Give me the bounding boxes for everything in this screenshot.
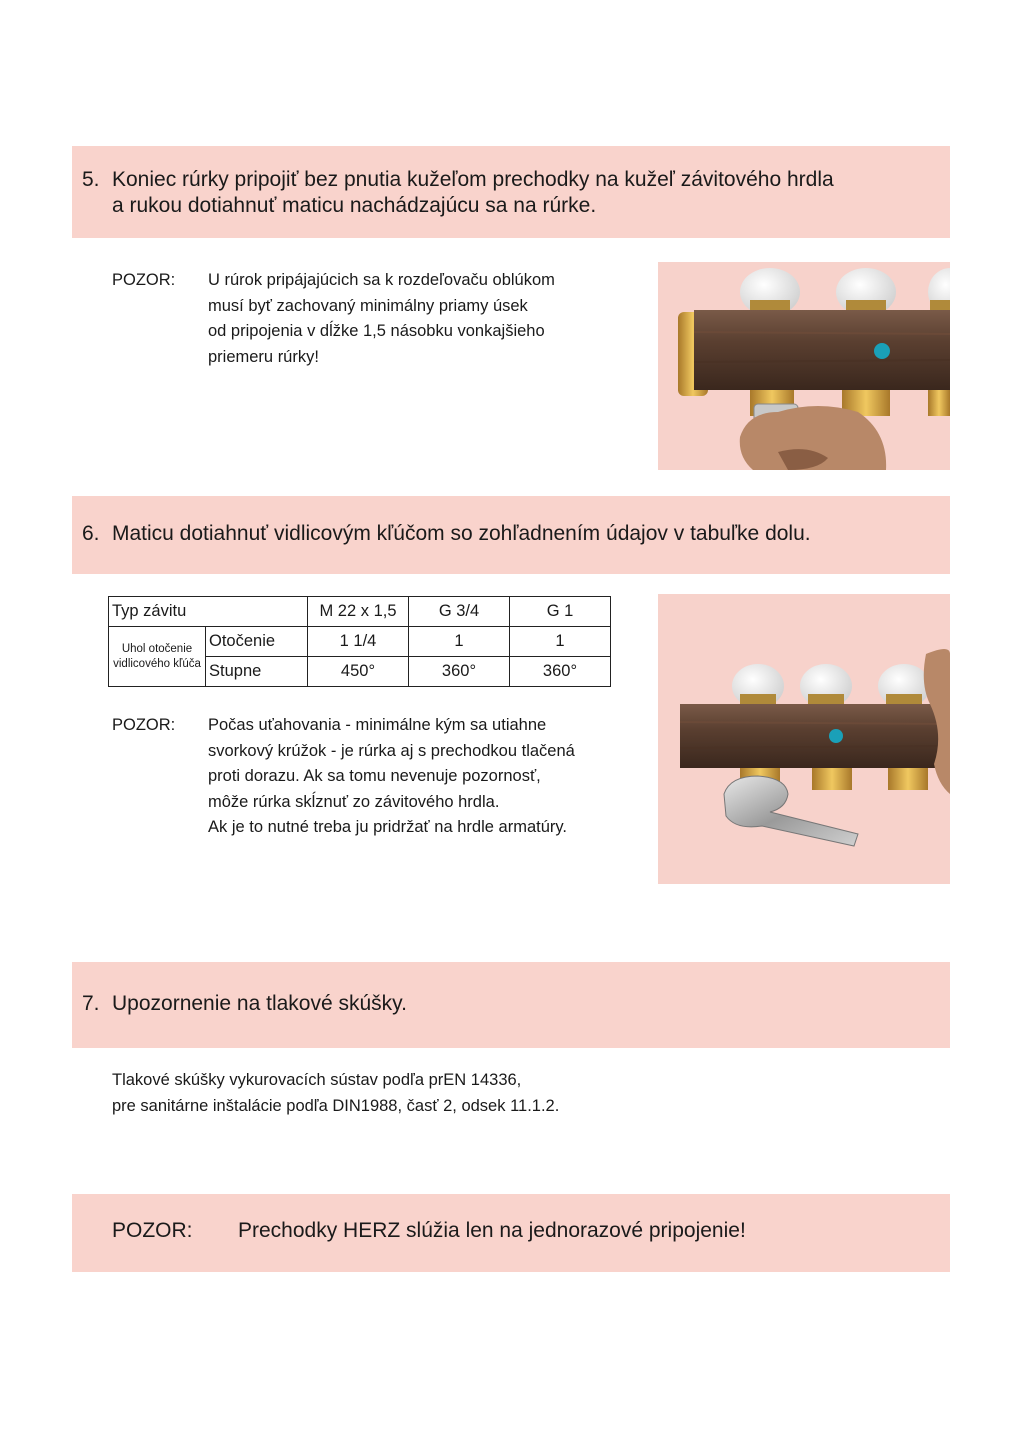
note1-line: od pripojenia v dĺžke 1,5 násobku vonkajšieho xyxy=(208,322,545,340)
note2-line: Ak je to nutné treba ju pridržať na hrdle armatúry. xyxy=(208,818,567,836)
note2-label: POZOR: xyxy=(112,716,176,734)
table-header-cell: G 3/4 xyxy=(409,597,510,627)
warning-text: Prechodky HERZ slúžia len na jednorazové pripojenie! xyxy=(238,1219,746,1242)
note2-line: svorkový krúžok - je rúrka aj s prechodkou tlačená xyxy=(208,741,575,760)
manifold-illustration-2 xyxy=(658,594,950,884)
thread-spec-table xyxy=(108,596,611,687)
manifold-photo-2 xyxy=(658,594,950,884)
step7-band xyxy=(72,962,950,1048)
table-cell: 1 1/4 xyxy=(308,627,409,657)
pressure-test-line: Tlakové skúšky vykurovacích sústav podľa prEN 14336, xyxy=(112,1071,522,1089)
table-group-label: Uhol otočenie vidlicového kľúča xyxy=(109,627,206,687)
pressure-test-text xyxy=(112,1068,559,1119)
table-header-row xyxy=(109,597,611,627)
table-cell: 360° xyxy=(510,657,611,687)
step5-band xyxy=(72,146,950,238)
step5-text xyxy=(112,167,834,219)
note2-line: môže rúrka skĺznuť zo závitového hrdla. xyxy=(208,792,500,811)
table-header-label: Typ závitu xyxy=(109,597,308,627)
step5-number: 5. xyxy=(82,168,100,191)
note2-line: proti dorazu. Ak sa tomu nevenuje pozornosť, xyxy=(208,767,541,785)
table-cell: 450° xyxy=(308,657,409,687)
pressure-test-line: pre sanitárne inštalácie podľa DIN1988, časť 2, odsek 11.1.2. xyxy=(112,1096,560,1115)
table-row-label: Stupne xyxy=(206,657,308,687)
step5-line: Koniec rúrky pripojiť bez pnutia kužeľom prechodky na kužeľ závitového hrdla xyxy=(112,168,834,191)
step6-number: 6. xyxy=(82,522,100,545)
step6-band xyxy=(72,496,950,574)
step7-text: Upozornenie na tlakové skúšky. xyxy=(112,992,407,1015)
step6-text: Maticu dotiahnuť vidlicovým kľúčom so zohľadnením údajov v tabuľke dolu. xyxy=(112,522,811,545)
table-cell: 1 xyxy=(510,627,611,657)
note1-text xyxy=(208,268,555,370)
manifold-photo-1 xyxy=(658,262,950,470)
step5-line: a rukou dotiahnuť maticu nachádzajúcu sa na rúrke. xyxy=(112,194,597,217)
table-header-cell: G 1 xyxy=(510,597,611,627)
note1-line: U rúrok pripájajúcich sa k rozdeľovaču oblúkom xyxy=(208,271,555,289)
warning-band xyxy=(72,1194,950,1272)
table-row xyxy=(109,627,611,657)
table-row-label: Otočenie xyxy=(206,627,308,657)
warning-label: POZOR: xyxy=(112,1219,193,1242)
note1-label: POZOR: xyxy=(112,271,176,289)
manifold-illustration-1 xyxy=(658,262,950,470)
note1-line: musí byť zachovaný minimálny priamy úsek xyxy=(208,296,528,315)
table-header-cell: M 22 x 1,5 xyxy=(308,597,409,627)
step7-number: 7. xyxy=(82,992,100,1015)
note1-line: priemeru rúrky! xyxy=(208,347,319,366)
note2-line: Počas uťahovania - minimálne kým sa utiahne xyxy=(208,716,547,734)
table-cell: 1 xyxy=(409,627,510,657)
note2-text xyxy=(208,713,575,841)
table-cell: 360° xyxy=(409,657,510,687)
